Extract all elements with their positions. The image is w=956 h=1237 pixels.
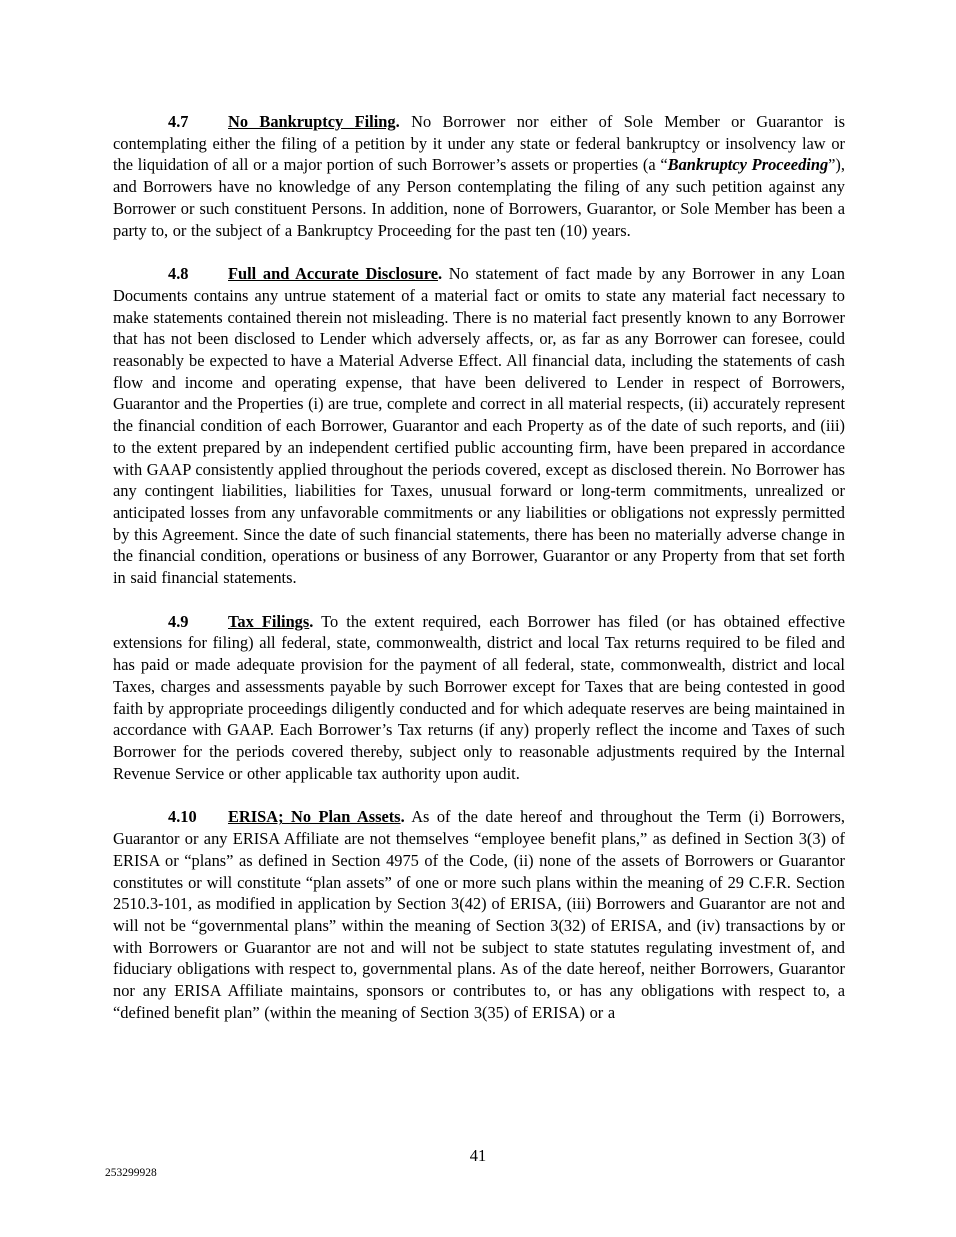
- section-heading: No Bankruptcy Filing: [228, 112, 396, 131]
- document-control-number: 253299928: [105, 1167, 157, 1179]
- section-text: ”), and Borrowers have no knowledge of any Person contemplating the filing of any such petition against any Borrower or such constituent Persons. In addition, none of Borrowers, Guarantor, or Sole Member has been a party to, or the subject of a Bankruptcy Proceeding for the past ten (10) years.: [113, 155, 845, 240]
- section-text: To the extent required, each Borrower has filed (or has obtained effective extensions for filing) all federal, state, commonwealth, district and local Tax returns required to be filed and has paid or made adequate provision for the payment of all federal, state, commonwealth, district and local Taxes, charges and assessments payable by such Borrower except for Taxes that are being contested in good faith by appropriate proceedings diligently conducted and for which adequate reserves are being maintained in accordance with GAAP. Each Borrower’s Tax returns (if any) properly reflect the income and Taxes of such Borrower for the periods covered thereby, subject only to reasonable adjustments required by the Internal Revenue Service or other applicable tax authority upon audit.: [113, 611, 845, 783]
- section-heading: Full and Accurate Disclosure: [228, 264, 439, 284]
- section-number: 4.7: [168, 112, 189, 131]
- document-body: [113, 111, 845, 1045]
- section-heading-period: .: [400, 807, 405, 827]
- page-number: 41: [469, 1146, 487, 1165]
- section-heading-period: .: [395, 112, 400, 131]
- section-paragraph-4-8: [113, 263, 845, 589]
- defined-term: Bankruptcy Proceeding: [667, 155, 829, 175]
- section-text: No statement of fact made by any Borrower in any Loan Documents contains any untrue statement of a material fact or omits to state any material fact necessary to make statements contained therein not misleading. There is no material fact presently known to any Borrower that has not been disclosed to Lender which adversely affects, or, as far as any Borrower can foresee, could reasonably be expected to have a Material Adverse Effect. All financial data, including the statements of cash flow and income and operating expense, that have been delivered to Lender in respect of Borrowers, Guarantor and the Properties (i) are true, complete and correct in all material respects, (ii) accurately represent the financial condition of each Borrower, Guarantor and each Property as of the date of such reports, and (iii) to the extent prepared by an independent certified public accounting firm, have been prepared in accordance with GAAP consistently applied throughout the periods covered, except as disclosed therein. No Borrower has any contingent liabilities, liabilities for Taxes, unusual forward or long-term commitments, unrealized or anticipated losses from any unfavorable commitments or any liabilities or obligations not expressly permitted by this Agreement. Since the date of such financial statements, there has been no materially adverse change in the financial condition, operations or business of any Borrower, Guarantor or any Property from that set forth in said financial statements.: [113, 264, 845, 588]
- section-text: No Borrower nor either of Sole Member or Guarantor is contemplating either the filing of a petition by it under any state or federal bankruptcy or insolvency law or the liquidation of all or a major portion of such Borrower’s assets or properties (a “: [113, 112, 846, 175]
- section-paragraph-4-7: [113, 111, 845, 241]
- section-number: 4.10: [168, 807, 197, 827]
- section-heading-period: .: [438, 264, 443, 284]
- section-paragraph-4-9: [113, 611, 845, 785]
- section-paragraph-4-10: [113, 806, 845, 1023]
- section-heading: ERISA; No Plan Assets: [228, 807, 401, 827]
- section-number: 4.8: [168, 264, 189, 284]
- section-number: 4.9: [168, 611, 189, 631]
- section-heading: Tax Filings: [228, 611, 310, 631]
- section-text: As of the date hereof and throughout the Term (i) Borrowers, Guarantor or any ERISA Affiliate are not themselves “employee benefit plans,” as defined in Section 3(3) of ERISA or “plans” as defined in Section 4975 of the Code, (ii) none of the assets of Borrowers or Guarantor constitutes or will constitute “plan assets” of one or more such plans within the meaning of 29 C.F.R. Section 2510.3-101, as modified in application by Section 3(42) of ERISA, (iii) Borrowers and Guarantor are not and will not be “governmental plans” within the meaning of Section 3(32) of ERISA, and (iv) transactions by or with Borrowers or Guarantor are not and will not be subject to state statutes regulating investment of, and fiduciary obligations with respect to, governmental plans. As of the date hereof, neither Borrowers, Guarantor nor any ERISA Affiliate maintains, sponsors or contributes to, or has any obligations with respect to, a “defined benefit plan” (within the meaning of Section 3(35) of ERISA) or a: [113, 807, 845, 1022]
- section-heading-period: .: [309, 611, 314, 631]
